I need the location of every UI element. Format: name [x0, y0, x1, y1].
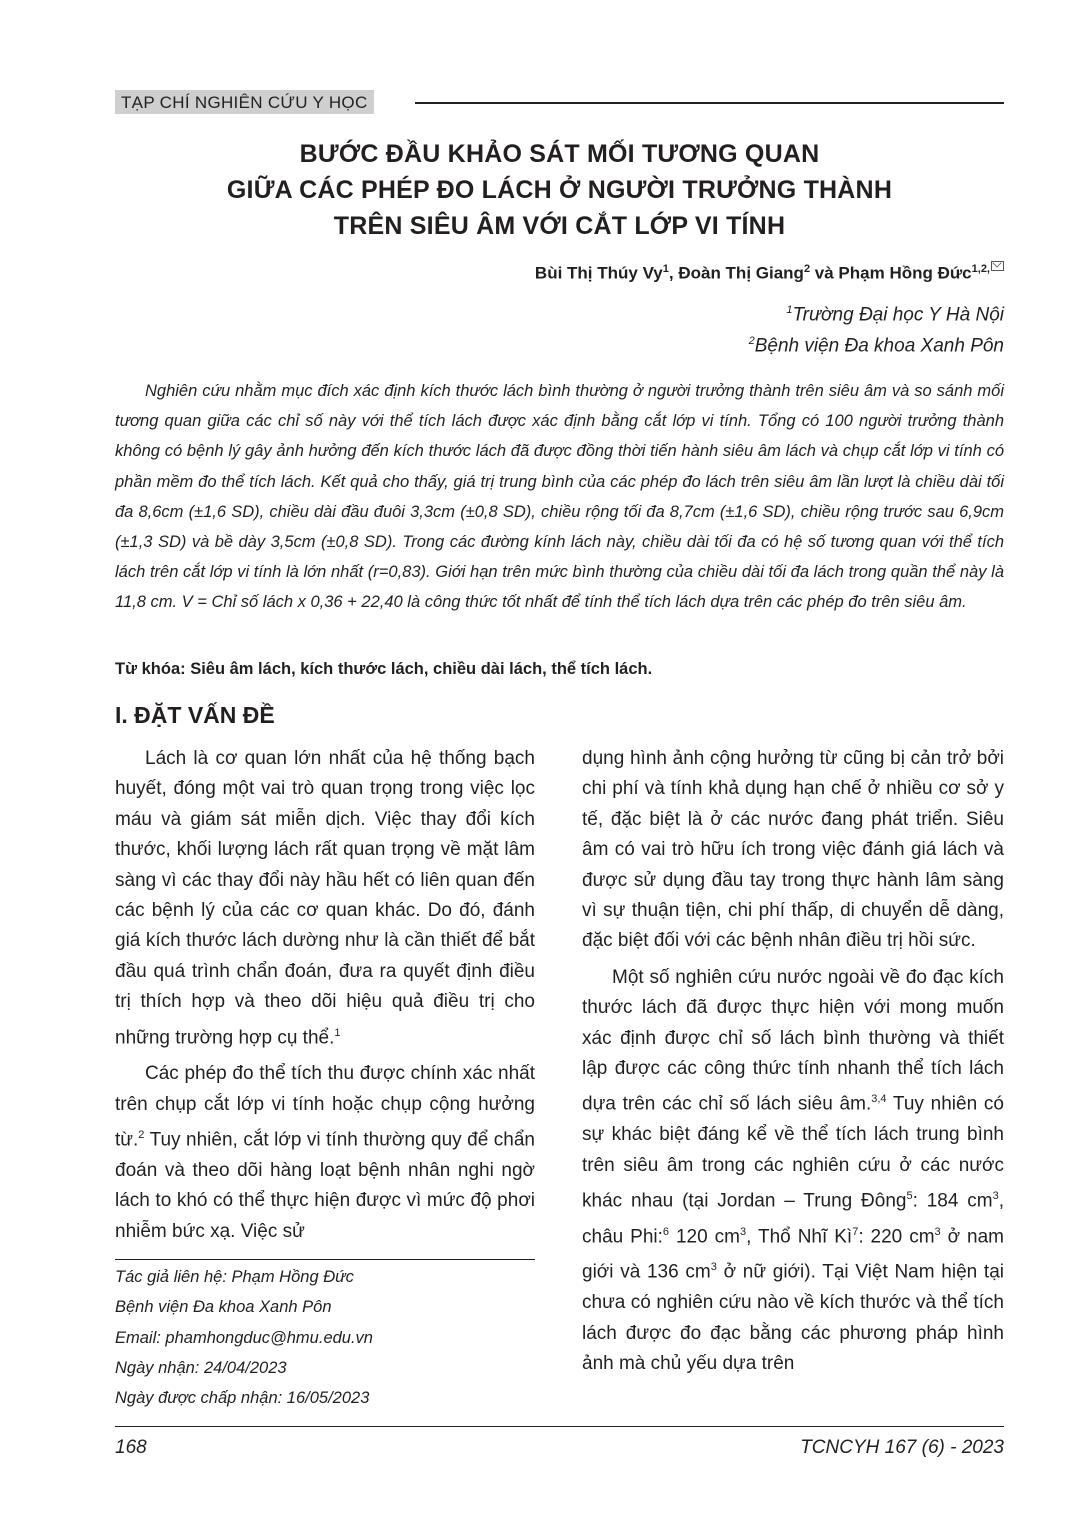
citation: 5 — [906, 1190, 913, 1203]
corresponding-author: Tác giả liên hệ: Phạm Hồng Đức — [115, 1268, 354, 1286]
unit-exponent: 3 — [934, 1225, 941, 1238]
paragraph — [115, 1059, 535, 1247]
citation: 1 — [334, 1026, 341, 1039]
paragraph-text: ở nữ giới). Tại Việt Nam hiện tại chưa có nghiên cứu nào về kích thước và thể tích lách được đo đạc bằng các phương pháp hình ảnh mà chủ yếu dựa trên — [582, 1261, 1004, 1375]
author-1: Bùi Thị Thúy Vy — [534, 263, 663, 283]
citation: 3,4 — [871, 1093, 887, 1106]
paragraph — [115, 744, 535, 1053]
author-3-affil: 1,2, — [971, 263, 990, 275]
paragraph-text: ở nam giới và 136 cm — [582, 1226, 1005, 1283]
author-list — [535, 263, 1004, 284]
citation: 7 — [852, 1225, 859, 1238]
paragraph-text: : 184 cm — [912, 1190, 993, 1212]
paragraph-text: : 220 cm — [858, 1226, 935, 1248]
author-separator: và — [810, 263, 839, 283]
paragraph-text: Các phép đo thể tích thu được chính xác nhất trên chụp cắt lớp vi tính hoặc chụp cộng hưởng từ. — [115, 1063, 535, 1151]
author-email: Email: phamhongduc@hmu.edu.vn — [115, 1328, 373, 1347]
title-line-3: TRÊN SIÊU ÂM VỚI CẮT LỚP VI TÍNH — [333, 212, 786, 240]
abstract-text: Nghiên cứu nhằm mục đích xác định kích thước lách bình thường ở người trưởng thành trên siêu âm và so sánh mối tương quan giữa các chỉ số này với thể tích lách được xác định bằng cắt lớp vi tính. Tổng có 100 người trưởng thành không có bệnh lý gây ảnh hưởng đến kích thước lách đã được đồng thời tiến hành siêu âm lách và chụp cắt lớp vi tính có phần mềm đo thể tích lách. Kết quả cho thấy, giá trị trung bình của các phép đo lách trên siêu âm lần lượt là chiều dài tối đa 8,6cm (±1,6 SD), chiều dài đầu đuôi 3,3cm (±0,8 SD), chiều rộng tối đa 8,7cm (±1,6 SD), chiều rộng trước sau 6,9cm (±1,3 SD) và bề dày 3,5cm (±0,8 SD). Trong các đường kính lách này, chiều dài tối đa có hệ số tương quan với thể tích lách trên cắt lớp vi tính là lớn nhất (r=0,83). Giới hạn trên mức bình thường của chiều dài tối đa lách trong quần thể này là 11,8 cm. V = Chỉ số lách x 0,36 + 22,40 là công thức tốt nhất để tính thể tích lách dựa trên các phép đo trên siêu âm. — [115, 382, 1004, 612]
paragraph-text: Tuy nhiên có sự khác biệt đáng kể về thể tích lách trung bình trên siêu âm trong các nghiên cứu ở các nước khác nhau (tại Jordan – Trung Đông — [582, 1093, 1004, 1212]
affiliation-2-name: Bệnh viện Đa khoa Xanh Pôn — [754, 335, 1004, 357]
received-date: Ngày nhận: 24/04/2023 — [115, 1358, 287, 1377]
right-column — [582, 744, 1004, 1385]
affiliation-2-number: 2 — [748, 335, 755, 347]
paragraph — [582, 963, 1004, 1380]
paragraph-text: Một số nghiên cứu nước ngoài về đo đạc kích thước lách đã được thực hiện với mong muốn xác định được chỉ số lách bình thường và thiết lập được các công thức tính nhanh thể tích lách dựa trên các chỉ số lách siêu âm. — [582, 966, 1004, 1115]
mail-icon — [991, 261, 1004, 271]
author-2-affil: 2 — [803, 263, 811, 275]
author-hospital: Bệnh viện Đa khoa Xanh Pôn — [115, 1298, 332, 1317]
abstract — [115, 376, 1004, 618]
section-heading: I. ĐẶT VẤN ĐỀ — [115, 702, 275, 728]
author-3: Phạm Hồng Đức — [838, 263, 972, 283]
footer-rule — [115, 1426, 1004, 1427]
accepted-date: Ngày được chấp nhận: 16/05/2023 — [115, 1389, 370, 1408]
keywords: Từ khóa: Siêu âm lách, kích thước lách, chiều dài lách, thể tích lách. — [115, 660, 653, 678]
journal-header — [115, 90, 1004, 116]
footnotes — [115, 1262, 545, 1413]
unit-exponent: 3 — [710, 1261, 717, 1274]
paragraph-text: 120 cm — [669, 1226, 740, 1248]
page-number: 168 — [115, 1437, 147, 1458]
title-line-2: GIỮA CÁC PHÉP ĐO LÁCH Ở NGƯỜI TRƯỞNG THÀNH — [226, 176, 893, 204]
affiliation-2 — [749, 335, 1004, 357]
author-separator: , — [668, 263, 679, 283]
title-line-1: BƯỚC ĐẦU KHẢO SÁT MỐI TƯƠNG QUAN — [299, 140, 820, 168]
header-rule — [415, 102, 1004, 104]
article-title — [115, 136, 1004, 244]
journal-issue: TCNCYH 167 (6) - 2023 — [800, 1437, 1004, 1458]
paragraph: dụng hình ảnh cộng hưởng từ cũng bị cản trở bởi chi phí và tính khả dụng hạn chế ở nhiều cơ sở y tế, đặc biệt là ở các nước đang phát triển. Siêu âm có vai trò hữu ích trong việc đánh giá lách và được sử dụng đầu tay trong thực hành lâm sàng vì sự thuận tiện, chi phí thấp, di chuyển dễ dàng, đặc biệt đối với các bệnh nhân điều trị hồi sức. — [582, 748, 1004, 952]
paragraph-text: , châu Phi: — [582, 1190, 1004, 1248]
paragraph-text: Tuy nhiên, cắt lớp vi tính thường quy để chẩn đoán và theo dõi hàng loạt bệnh nhân nghi ngờ lách to khó có thể thực hiện được vì mức độ phơi nhiễm bức xạ. Việc sử — [115, 1129, 535, 1242]
footnote-rule — [115, 1259, 535, 1260]
citation: 2 — [138, 1129, 145, 1142]
paragraph-text: Lách là cơ quan lớn nhất của hệ thống bạch huyết, đóng một vai trò quan trọng trong việc lọc máu và giám sát miễn dịch. Việc thay đổi kích thước, khối lượng lách rất quan trọng về mặt lâm sàng vì các thay đổi này hầu hết có liên quan đến các bệnh lý của các cơ quan khác. Do đó, đánh giá kích thước lách dường như là cần thiết để bắt đầu quá trình chẩn đoán, đưa ra quyết định điều trị thích hợp và theo dõi hiệu quả điều trị cho những trường hợp cụ thể. — [115, 748, 535, 1048]
affiliation-1 — [786, 304, 1004, 326]
affiliation-1-name: Trường Đại học Y Hà Nội — [792, 304, 1004, 326]
unit-exponent: 3 — [739, 1225, 747, 1238]
left-column — [115, 744, 535, 1253]
author-1-affil: 1 — [662, 263, 669, 275]
journal-name: TẠP CHÍ NGHIÊN CỨU Y HỌC — [115, 90, 374, 114]
author-2: Đoàn Thị Giang — [678, 263, 804, 283]
paragraph-text: , Thổ Nhĩ Kì — [746, 1226, 853, 1248]
unit-exponent: 3 — [992, 1190, 999, 1203]
citation: 6 — [662, 1225, 670, 1238]
affiliation-1-number: 1 — [786, 304, 793, 316]
